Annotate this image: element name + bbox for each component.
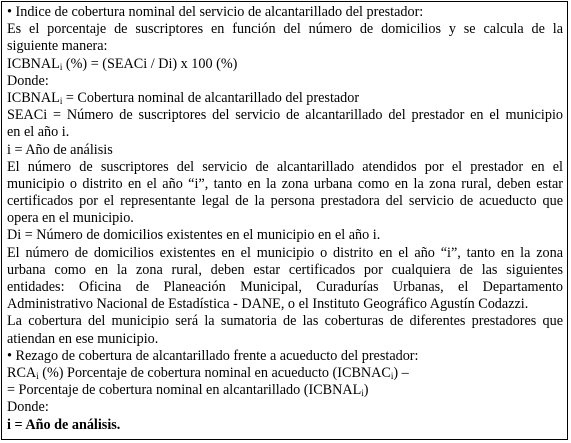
formula-term: ICBNAL [7, 55, 60, 72]
text-line: atiendan en ese municipio. [7, 330, 159, 347]
text-line: SEACi = Número de suscriptores del servicio de alcantarillado del prestador en el municipio [7, 107, 563, 124]
formula-text: (%) Porcentaje de cobertura nominal en acueducto (ICBNAC [38, 364, 391, 381]
formula-subscript: i [59, 61, 63, 72]
text-line: opera en el municipio. [7, 210, 134, 227]
text-line: en el año i. [7, 124, 70, 141]
di-definition: Di = Número de domicilios existentes en el municipio en el año i. [7, 227, 381, 244]
text-line: El número de domicilios existentes en el municipio o distrito en el año “i”, tanto en la zona [7, 244, 563, 261]
text-line: La cobertura del municipio será la sumatoria de las coberturas de diferentes prestadores que [7, 313, 563, 330]
formula-tail: ) [363, 382, 369, 399]
formula-subscript: i [36, 370, 39, 381]
definition-subscript: i [59, 95, 63, 106]
icbnal-description [7, 21, 563, 55]
donde-label: Donde: [7, 72, 49, 89]
text-line: certificados por el representante legal de la persona prestadora del servicio de acueducto que [7, 193, 563, 210]
rca-formula-continuation [7, 382, 563, 399]
formula-subscript: i [390, 370, 394, 381]
text-line: siguiente manera: [7, 38, 108, 55]
formula-text: = Porcentaje de cobertura nominal en alcantarillado (ICBNAL [7, 382, 362, 399]
text-line: El número de suscriptores del servicio de alcantarillado atendidos por el prestador en el [7, 158, 563, 175]
text-line: entidades: Oficina de Planeación Municipal, Curadurías Urbanas, el Departamento [7, 279, 563, 295]
definition-text: = Cobertura nominal de alcantarillado del prestador [62, 89, 360, 106]
text-line: urbana como en la zona rural, deben estar certificados por cualquiera de las siguientes [7, 261, 563, 278]
di-certification-note [7, 245, 563, 314]
text-line: Administrativo Nacional de Estadística - DANE, o el Instituto Geográfico Agustín Codazzi. [7, 296, 529, 313]
coverage-sum-note [7, 313, 563, 347]
formula-rhs: (%) = (SEACi / Di) x 100 (%) [62, 55, 238, 72]
donde-label: Donde: [7, 399, 49, 416]
icbnal-section-title: • Indice de cobertura nominal del servicio de alcantarillado del prestador: [7, 4, 424, 20]
i-definition: i = Año de análisis [7, 141, 113, 158]
i-definition-bold [7, 417, 563, 434]
formula-term: RCA [7, 364, 37, 381]
text-line: municipio o distrito en el año “i”, tanto en la zona urbana como en la zona rural, deben estar [7, 175, 563, 192]
definition-term: ICBNAL [7, 89, 60, 106]
formula-subscript: i [361, 388, 364, 399]
text-line: Es el porcentaje de suscriptores en función del número de domicilios y se calcula de la [7, 21, 563, 38]
seaci-definition [7, 107, 563, 141]
bold-definition: i = Año de análisis. [7, 416, 121, 433]
icbnal-formula [7, 56, 563, 73]
document-box [1, 1, 568, 440]
seac-certification-note [7, 159, 563, 228]
rca-section-title: • Rezago de cobertura de alcantarillado frente a acueducto del prestador: [7, 347, 419, 364]
rca-formula [7, 365, 563, 382]
formula-tail: ) – [393, 364, 409, 381]
icbnal-definition [7, 90, 563, 107]
